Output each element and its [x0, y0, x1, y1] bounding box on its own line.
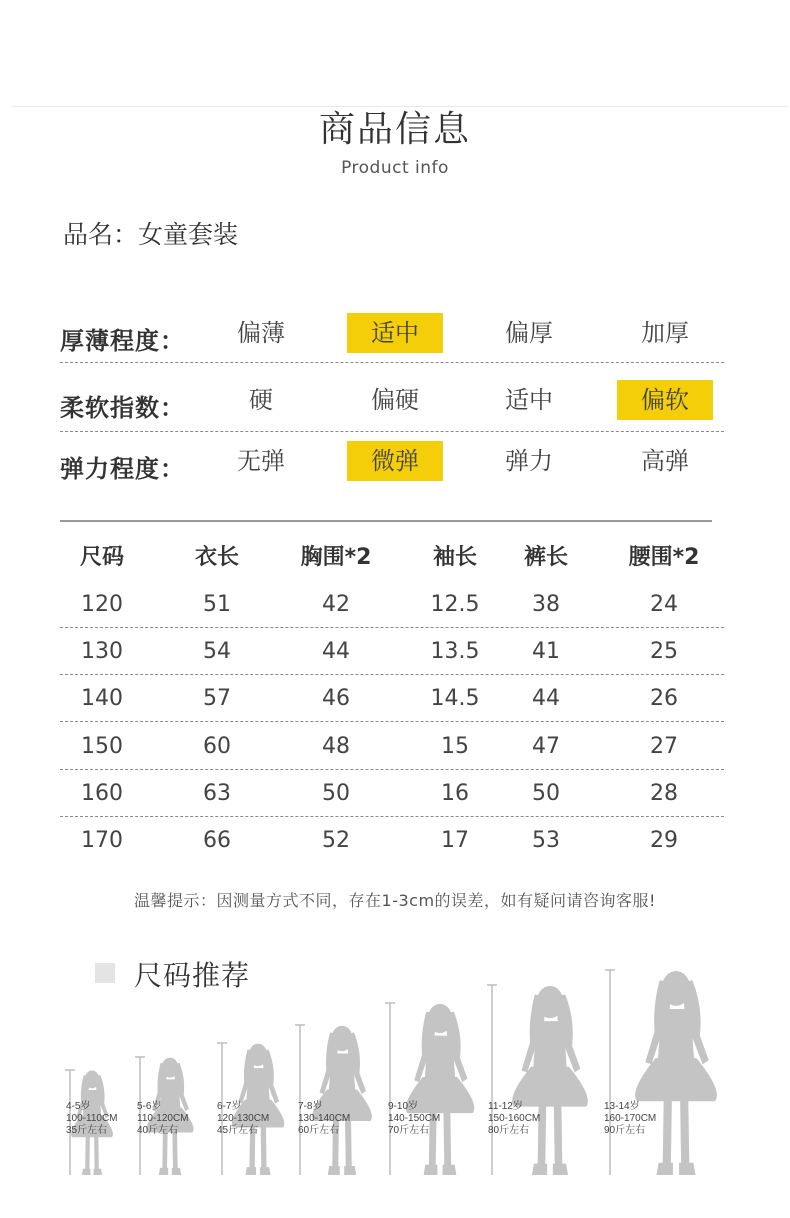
table-cell: 150	[81, 733, 123, 759]
table-cell: 54	[203, 639, 231, 665]
dashed-divider	[60, 431, 724, 432]
table-row	[60, 632, 724, 672]
section-subtitle: Product info	[341, 158, 449, 178]
recommend-title: 尺码推荐	[134, 959, 251, 992]
top-divider	[12, 106, 788, 107]
table-cell: 42	[322, 592, 350, 617]
size-figure-height: 120-130CM	[217, 1113, 270, 1124]
table-header-cell: 衣长	[194, 545, 240, 570]
attr-option: 偏厚	[505, 319, 553, 347]
size-figure-height: 100-110CM	[66, 1113, 118, 1124]
attr-option: 偏薄	[237, 319, 285, 347]
size-figure-weight: 60斤左右	[298, 1125, 340, 1136]
size-figure-weight: 70斤左右	[388, 1125, 430, 1136]
dashed-divider	[60, 674, 724, 675]
table-header-cell: 袖长	[432, 545, 478, 570]
dashed-divider	[60, 816, 724, 817]
table-cell: 60	[203, 733, 231, 759]
table-cell: 50	[322, 780, 350, 806]
table-cell: 44	[322, 639, 350, 665]
attr-option: 偏硬	[371, 386, 419, 414]
table-cell: 24	[650, 592, 678, 617]
section-title: 商品信息	[318, 109, 471, 150]
attr-row-softness	[60, 380, 724, 424]
attr-row-elasticity	[60, 441, 724, 485]
attr-option: 微弹	[347, 441, 443, 481]
dashed-divider	[60, 627, 724, 628]
size-figure-age: 13-14岁	[604, 1101, 640, 1112]
table-row	[60, 679, 724, 719]
attr-row-thickness	[60, 313, 724, 357]
table-header-cell: 腰围*2	[628, 545, 700, 570]
attr-label: 柔软指数：	[60, 394, 185, 422]
table-cell: 160	[81, 780, 123, 806]
attr-option: 高弹	[641, 447, 689, 475]
table-cell: 170	[81, 828, 123, 853]
size-figure-height: 110-120CM	[137, 1113, 189, 1124]
table-cell: 52	[322, 828, 350, 853]
size-figure-age: 5-6岁	[137, 1101, 162, 1112]
table-cell: 15	[441, 733, 469, 759]
table-top-rule	[60, 520, 712, 522]
table-row	[60, 821, 724, 861]
table-row	[60, 774, 724, 814]
table-row	[60, 585, 724, 625]
table-cell: 63	[203, 780, 231, 806]
table-cell: 29	[650, 828, 678, 853]
table-cell: 17	[441, 828, 469, 853]
table-header-row	[60, 538, 724, 578]
table-header-cell: 尺码	[79, 545, 125, 570]
table-header-cell: 裤长	[523, 545, 569, 570]
table-cell: 140	[81, 686, 123, 712]
table-row	[60, 727, 724, 767]
table-cell: 41	[532, 639, 560, 665]
size-figure-age: 7-8岁	[298, 1101, 323, 1112]
attr-option: 硬	[249, 386, 273, 414]
attr-label: 弹力程度：	[60, 455, 185, 483]
dashed-divider	[60, 362, 724, 363]
table-cell: 47	[532, 733, 560, 759]
size-figure-age: 4-5岁	[66, 1101, 91, 1112]
size-figure-weight: 90斤左右	[604, 1125, 646, 1136]
table-cell: 27	[650, 733, 678, 759]
attr-option: 弹力	[505, 447, 553, 475]
attr-option: 偏软	[617, 380, 713, 420]
attr-option: 适中	[347, 313, 443, 353]
attr-option: 无弹	[237, 447, 285, 475]
product-name: 品名：女童套装	[63, 220, 239, 249]
size-figure-label	[604, 1101, 656, 1137]
size-figure-weight: 45斤左右	[217, 1125, 259, 1136]
table-cell: 51	[203, 592, 231, 617]
size-figure-height: 160-170CM	[604, 1113, 657, 1124]
size-recommend-figures	[0, 980, 790, 1180]
table-cell: 120	[81, 592, 123, 617]
table-cell: 57	[203, 686, 231, 712]
table-cell: 12.5	[430, 592, 480, 617]
table-cell: 28	[650, 780, 678, 806]
size-figure-weight: 40斤左右	[137, 1125, 179, 1136]
table-cell: 50	[532, 780, 560, 806]
table-cell: 25	[650, 639, 678, 665]
dashed-divider	[60, 721, 724, 722]
measurement-tip: 温馨提示：因测量方式不同，存在1-3cm的误差，如有疑问请咨询客服!	[134, 891, 656, 910]
table-header-cell: 胸围*2	[300, 545, 372, 570]
size-figure-age: 9-10岁	[388, 1101, 419, 1112]
table-cell: 66	[203, 828, 231, 853]
section-header	[0, 108, 790, 178]
size-figure-weight: 35斤左右	[66, 1125, 108, 1136]
table-cell: 53	[532, 828, 560, 853]
size-figure-height: 130-140CM	[298, 1113, 351, 1124]
table-cell: 26	[650, 686, 678, 712]
table-cell: 130	[81, 639, 123, 665]
size-figure-age: 6-7岁	[217, 1101, 242, 1112]
table-cell: 14.5	[430, 686, 480, 712]
table-cell: 44	[532, 686, 560, 712]
size-figure-height: 140-150CM	[388, 1113, 441, 1124]
table-cell: 16	[441, 780, 469, 806]
size-figure-weight: 80斤左右	[488, 1125, 530, 1136]
table-cell: 48	[322, 733, 350, 759]
attr-option: 加厚	[641, 319, 689, 347]
size-figure-height: 150-160CM	[488, 1113, 541, 1124]
size-figure	[0, 980, 790, 1180]
child-silhouette-icon	[635, 971, 717, 1175]
table-cell: 46	[322, 686, 350, 712]
dashed-divider	[60, 769, 724, 770]
table-cell: 38	[532, 592, 560, 617]
attr-option: 适中	[505, 386, 553, 414]
size-figure-age: 11-12岁	[488, 1101, 523, 1112]
table-cell: 13.5	[430, 639, 480, 665]
attr-label: 厚薄程度：	[60, 327, 185, 355]
